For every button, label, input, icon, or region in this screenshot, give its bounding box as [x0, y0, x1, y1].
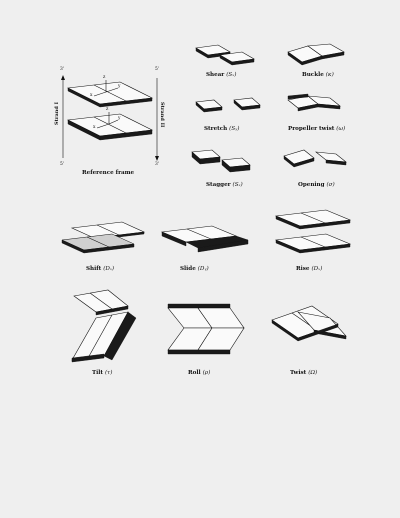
shear-diagram	[196, 45, 254, 65]
buckle-name: Buckle	[302, 72, 324, 78]
buckle-symbol: (κ)	[325, 72, 334, 78]
tilt-symbol: (τ)	[104, 370, 113, 376]
rise-caption	[296, 266, 322, 272]
axis-z-bottom: z	[106, 107, 109, 112]
slide-name: Slide	[180, 266, 196, 272]
end-label-5-right: 5'	[155, 67, 160, 72]
shear-name: Shear	[206, 72, 225, 78]
opening-name: Opening	[298, 182, 325, 188]
stagger-caption	[206, 182, 243, 188]
strand-1-label: Strand I	[54, 102, 60, 126]
shift-symbol: (Dₓ)	[103, 266, 115, 272]
axis-y-bottom: y	[118, 116, 121, 121]
shift-caption	[86, 266, 114, 272]
tilt-name: Tilt	[92, 370, 103, 376]
axis-x-top: x	[90, 93, 93, 98]
end-label-3-left: 3'	[60, 67, 65, 72]
rise-diagram	[276, 210, 350, 253]
propeller-twist-diagram	[288, 94, 340, 111]
stagger-symbol: (Sₓ)	[232, 182, 243, 188]
shift-diagram	[62, 222, 144, 253]
twist-diagram	[272, 306, 346, 341]
tilt-caption	[92, 370, 112, 376]
buckle-caption	[302, 72, 334, 78]
propeller-twist-caption	[288, 126, 345, 132]
slide-caption	[180, 266, 209, 272]
propeller-twist-symbol: (ω)	[336, 126, 346, 132]
roll-caption	[188, 370, 210, 376]
reference-frame-diagram	[61, 75, 159, 161]
reference-frame-caption: Reference frame	[82, 170, 135, 176]
opening-diagram	[284, 150, 346, 167]
propeller-twist-name: Propeller twist	[288, 126, 335, 132]
opening-caption	[298, 182, 335, 188]
roll-symbol: (ρ)	[202, 370, 211, 376]
stagger-name: Stagger	[206, 182, 231, 188]
shear-symbol: (Sₓ)	[226, 72, 237, 78]
buckle-diagram	[288, 44, 344, 65]
stretch-caption	[204, 126, 239, 132]
axis-z-top: z	[103, 75, 106, 80]
stretch-symbol: (Sᵧ)	[229, 126, 240, 132]
rise-name: Rise	[296, 266, 310, 272]
slide-diagram	[162, 226, 248, 252]
shear-caption	[206, 72, 236, 78]
twist-caption	[290, 370, 317, 376]
slide-symbol: (Dᵧ)	[197, 266, 209, 272]
opening-symbol: (σ)	[326, 182, 335, 188]
stretch-diagram	[196, 98, 260, 112]
roll-name: Roll	[188, 370, 201, 376]
axis-x-bottom: x	[93, 125, 96, 130]
end-label-5-left: 5'	[60, 162, 65, 167]
end-label-3-right: 3'	[155, 162, 160, 167]
twist-name: Twist	[290, 370, 307, 376]
stretch-name: Stretch	[204, 126, 228, 132]
roll-diagram	[168, 304, 244, 354]
shift-name: Shift	[86, 266, 102, 272]
strand-2-label: Strand II	[159, 102, 165, 128]
twist-symbol: (Ω)	[308, 370, 318, 376]
tilt-diagram	[72, 290, 136, 362]
stagger-diagram	[192, 150, 250, 172]
rise-symbol: (Dₓ)	[311, 266, 323, 272]
axis-y-top: y	[118, 84, 121, 89]
